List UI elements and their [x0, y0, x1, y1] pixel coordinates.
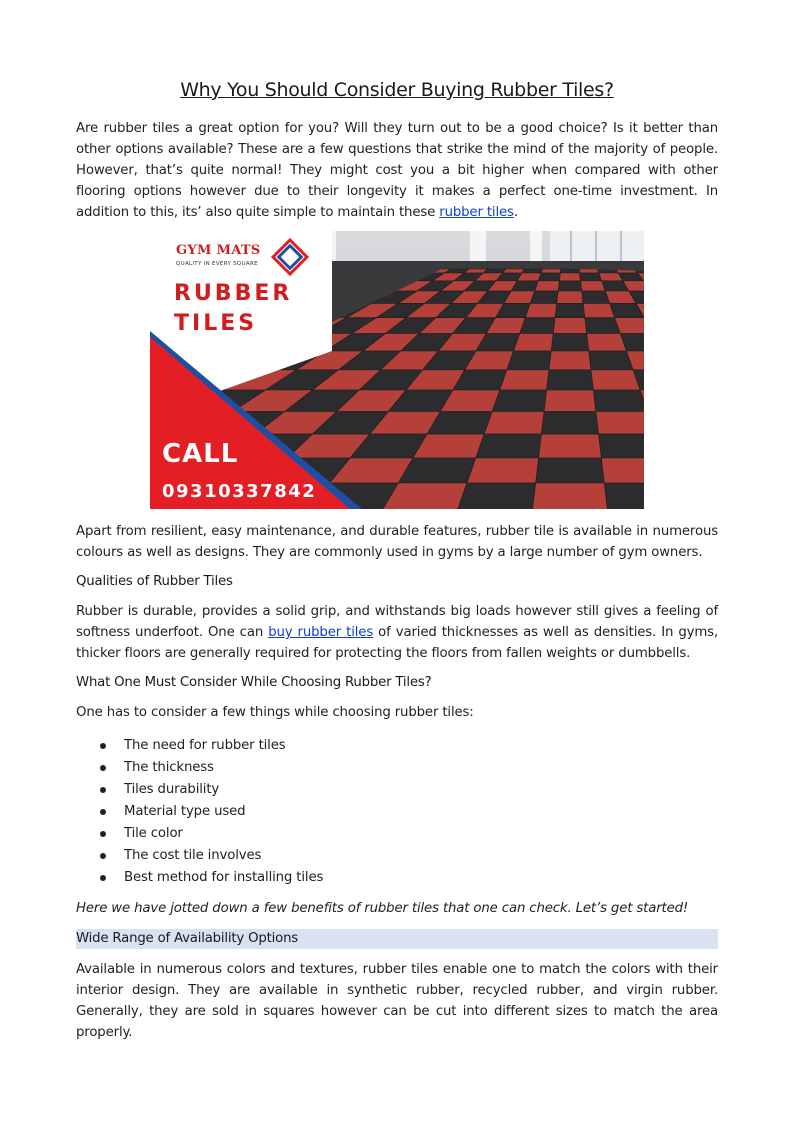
floor-tile	[553, 318, 587, 334]
floor-tile	[591, 370, 640, 390]
section-heading-consider: What One Must Consider While Choosing Rubber Tiles?	[76, 675, 432, 690]
floor-tile	[520, 318, 555, 334]
consider-intro: One has to consider a few things while choosing rubber tiles:	[76, 705, 474, 720]
floor-tile	[517, 273, 541, 281]
banner-heading-rubber: RUBBER	[174, 281, 293, 306]
list-item: The cost tile involves	[124, 845, 718, 867]
floor-tile	[593, 390, 644, 412]
floor-tile	[476, 434, 542, 458]
list-item: Best method for installing tiles	[124, 867, 718, 889]
floor-tile	[599, 434, 644, 458]
floor-tile	[581, 281, 606, 291]
list-item: Tile color	[124, 823, 718, 845]
list-item: The need for rubber tiles	[124, 735, 718, 757]
qualities-text: Rubber is durable, provides a solid grip, and withstands big loads however still gives a feeling of softness underfoot. One can	[76, 604, 718, 640]
logo-title: GYM MATS	[176, 243, 261, 258]
qualities-paragraph	[76, 601, 718, 664]
floor-tile	[535, 281, 560, 291]
intro-paragraph	[76, 118, 718, 223]
floor-tile	[585, 318, 620, 334]
floor-tile	[587, 334, 627, 352]
floor-tile	[596, 412, 644, 435]
document-page	[76, 78, 718, 1043]
floor-tile	[580, 273, 602, 281]
intro-text-end: .	[513, 205, 518, 220]
floor-tile	[514, 334, 554, 352]
floor-tile	[541, 269, 561, 273]
floor-tile	[560, 269, 579, 273]
bullet-icon	[100, 875, 106, 881]
bullet-icon	[100, 787, 106, 793]
bullet-icon	[100, 809, 106, 815]
section-heading-range: Wide Range of Availability Options	[76, 929, 718, 949]
range-paragraph: Available in numerous colors and textures, rubber tiles enable one to match the colors with their interior design. They are available in synthetic rubber, recycled rubber, and virgin rubber. Generally, they are sold in squares however can be cut into different sizes to match the area properly.	[76, 962, 718, 1040]
floor-tile	[536, 458, 605, 483]
floor-tile	[530, 483, 610, 509]
section-heading-qualities: Qualities of Rubber Tiles	[76, 574, 233, 589]
consider-list	[76, 735, 718, 889]
benefits-intro-note: Here we have jotted down a few benefits of rubber tiles that one can check. Let’s get started!	[76, 901, 689, 916]
floor-tile	[538, 273, 560, 281]
floor-tile	[484, 412, 544, 435]
list-item: Tiles durability	[124, 779, 718, 801]
list-item: The thickness	[124, 757, 718, 779]
floor-tile	[492, 390, 546, 412]
bullet-icon	[100, 743, 106, 749]
floor-tile	[500, 370, 549, 390]
banner-call-label: CALL	[162, 439, 239, 469]
floor-tile	[503, 269, 525, 273]
page-title: Why You Should Consider Buying Rubber Tiles?	[180, 79, 614, 101]
floor-tile	[604, 483, 644, 509]
floor-tile	[583, 303, 615, 317]
banner-phone-number: 09310337842	[162, 481, 317, 502]
qualities-text-end: of varied thicknesses as well as densities. In gyms, thicker floors are generally required for protecting the floors from fallen weights or dumbbells.	[76, 625, 718, 661]
floor-tile	[579, 269, 599, 273]
floor-tile	[559, 273, 580, 281]
floor-tile	[467, 458, 539, 483]
floor-tile	[582, 291, 610, 303]
floor-tile	[558, 281, 582, 291]
floor-tile	[483, 269, 506, 273]
floor-tile	[557, 291, 583, 303]
bullet-icon	[100, 853, 106, 859]
floor-tile	[547, 370, 594, 390]
floor-tile	[601, 458, 644, 483]
floor-tile	[539, 434, 602, 458]
rubber-tiles-link[interactable]: rubber tiles	[439, 205, 514, 220]
floor-tile	[541, 412, 598, 435]
logo-tagline: QUALITY IN EVERY SQUARE	[176, 261, 258, 267]
list-item: Material type used	[124, 801, 718, 823]
floor-tile	[544, 390, 596, 412]
floor-tile	[530, 291, 558, 303]
floor-tile	[589, 351, 633, 370]
floor-tile	[522, 269, 543, 273]
floor-tile	[525, 303, 557, 317]
floor-tile	[549, 351, 591, 370]
bullet-icon	[100, 765, 106, 771]
floor-tile	[507, 351, 551, 370]
floor-tile	[555, 303, 585, 317]
bullet-icon	[100, 831, 106, 837]
floor-tile	[551, 334, 589, 352]
features-paragraph: Apart from resilient, easy maintenance, and durable features, rubber tile is available in numerous colours as well as designs. They are commonly used in gyms by a large number of gym owners.	[76, 524, 718, 560]
rubber-tiles-banner-image	[150, 231, 644, 509]
buy-rubber-tiles-link[interactable]: buy rubber tiles	[268, 625, 374, 640]
intro-text: Are rubber tiles a great option for you? Will they turn out to be a good choice? Is it better than other options available? These are a few questions that strike the mind of the majority of people. However, that’s quite normal! They might cost you a bit higher when compared with other flooring options however due to their longevity it makes a perfect one-time investment. In addition to this, its’ also quite simple to maintain these	[76, 121, 718, 220]
banner-heading-tiles: TILES	[174, 311, 258, 336]
